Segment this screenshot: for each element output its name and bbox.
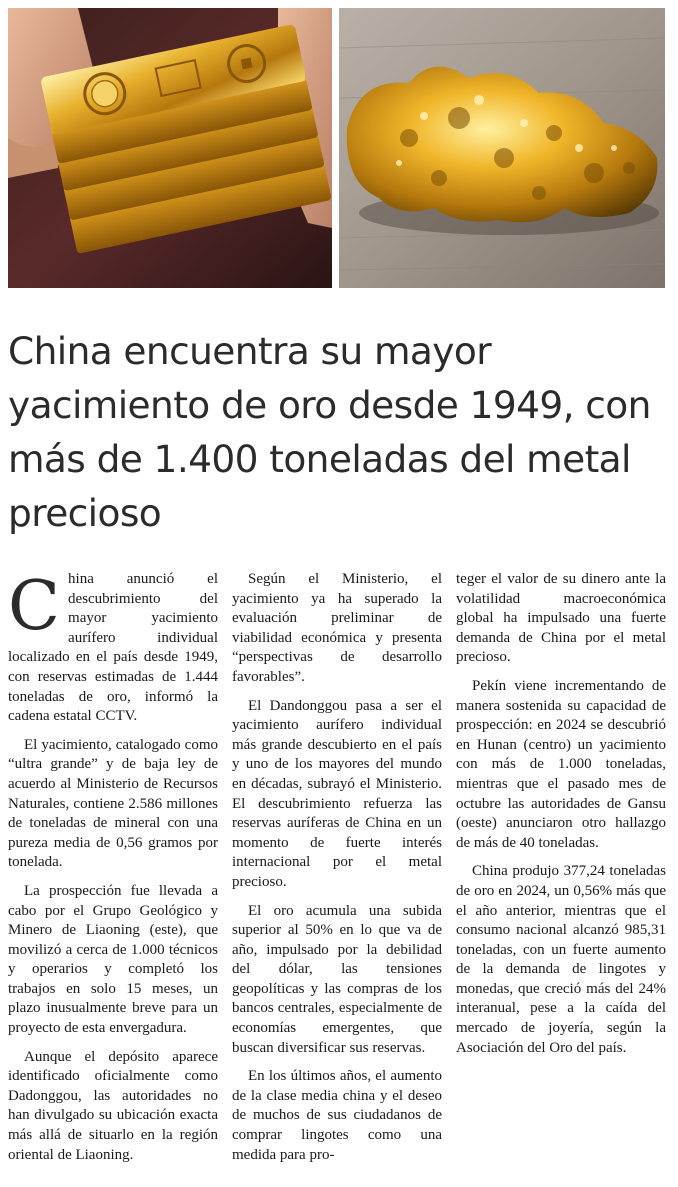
article-paragraph: China produjo 377,24 toneladas de oro en 2024, un 0,56% más que el año anterior, mientras que el consumo nacional alcanzó 985,31 toneladas, con un fuerte aumento de la demanda de lingotes y monedas, que creció más del 24% interanual, pese a la caída del mercado de joyería, según la Asociación del Oro del país. (456, 863, 666, 1056)
article-headline: China encuentra su mayor yacimiento de oro desde 1949, con más de 1.400 toneladas del metal precioso (8, 329, 651, 535)
article-paragraph: El oro acumula una subida superior al 50% en lo que va de año, impulsado por la debilidad del dólar, las tensiones geopolíticas y las compras de los bancos centrales, especialmente de economías emergentes, que buscan diversificar sus reservas. (232, 902, 442, 1056)
article-paragraph: Pekín viene incrementando de manera sostenida su capacidad de prospección: en 2024 se descubrió en Hunan (centro) un yacimiento con más de 1.000 toneladas, mientras que el pasado mes de octubre las autoridades de Gansu (oeste) anunciaron otro hallazgo de más de 40 toneladas. (456, 677, 666, 851)
gold-nugget-photo (339, 8, 665, 288)
article-column-2 (232, 570, 442, 1174)
drop-cap: C (8, 567, 61, 646)
article-paragraph: El yacimiento, catalogado como “ultra grande” y de baja ley de acuerdo al Ministerio de Recursos Naturales, contiene 2.586 millones de toneladas de mineral con una pureza media de 0,56 gramos por tonelada. (8, 736, 218, 871)
article-paragraph: El Dandonggou pasa a ser el yacimiento aurífero individual más grande descubierto en el país y uno de los mayores del mundo en décadas, subrayó el Ministerio. El descubrimiento refuerza las reservas auríferas de China en un momento de fuerte interés internacional por el metal precioso. (232, 697, 442, 890)
gold-bars-photo (8, 8, 332, 288)
article-paragraph: teger el valor de su dinero ante la volatilidad macroeconómica global ha impulsado una fuerte demanda de China por el metal precioso. (456, 571, 666, 666)
article-paragraph: Aunque el depósito aparece identificado oficialmente como Dadonggou, las autoridades no han divulgado su ubicación exacta más allá de situarlo en la región oriental de Liaoning. (8, 1048, 218, 1163)
photo-strip (8, 8, 665, 288)
article-paragraph: En los últimos años, el aumento de la clase media china y el deseo de muchos de sus ciudadanos de comprar lingotes como una medida para pro- (232, 1068, 442, 1163)
article-column-1 (8, 567, 218, 1174)
article-column-3 (456, 570, 666, 1067)
article-paragraph: Según el Ministerio, el yacimiento ya ha superado la evaluación preliminar de viabilidad económica y presenta “perspectivas de desarrollo favorables”. (232, 571, 442, 685)
article-paragraph: China anunció el descubrimiento del mayor yacimiento aurífero individual localizado en el país desde 1949, con reservas estimadas de 1.444 toneladas de oro, informó la cadena estatal CCTV. (8, 567, 218, 725)
article-paragraph: La prospección fue llevada a cabo por el Grupo Geológico y Minero de Liaoning (este), que movilizó a cerca de 1.000 técnicos y operarios y completó los trabajos en solo 15 meses, un plazo inusualmente breve para un proyecto de esta envergadura. (8, 882, 218, 1037)
